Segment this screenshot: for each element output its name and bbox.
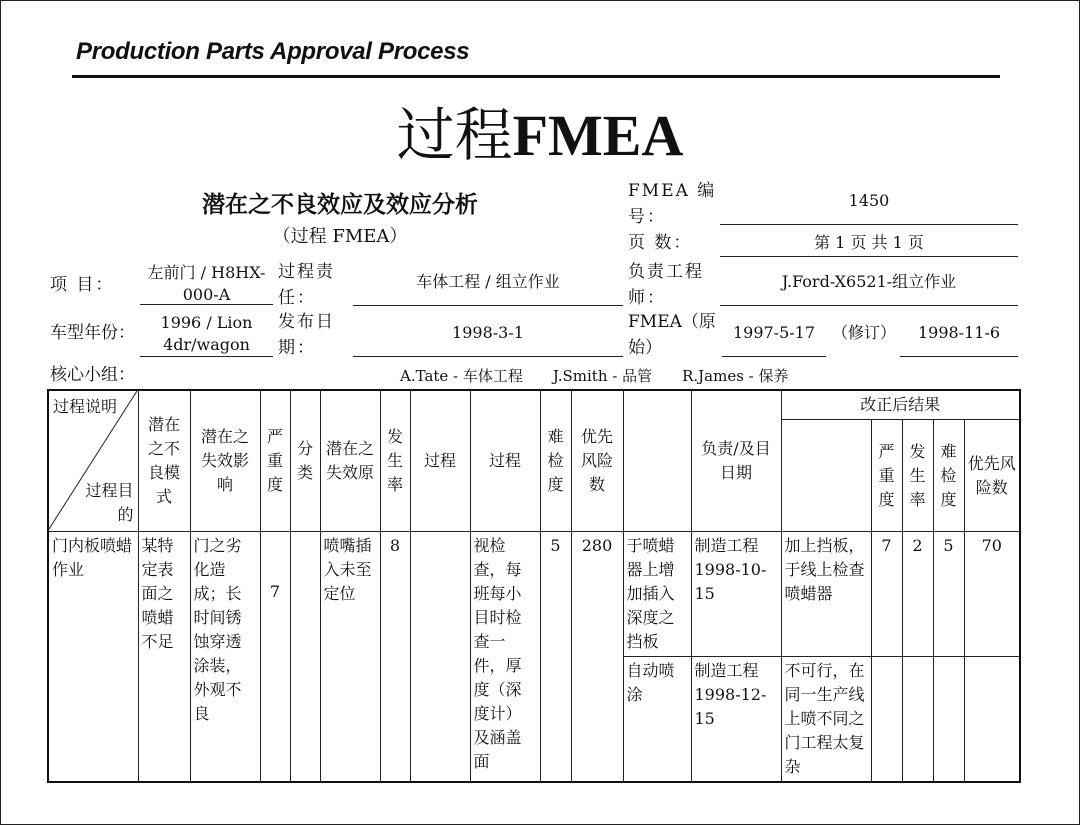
cell-responsibility-1: 制造工程 1998-10-15 bbox=[691, 532, 781, 657]
header-r-severity: 严重度 bbox=[871, 420, 902, 532]
header-process-control-b: 过程 bbox=[470, 390, 540, 532]
cell-classification bbox=[290, 532, 320, 783]
cell-occurrence: 8 bbox=[380, 532, 410, 783]
table-header-row bbox=[48, 390, 1020, 420]
model-year-value: 1996 / Lion 4dr/wagon bbox=[140, 312, 273, 357]
cell-rpn: 280 bbox=[571, 532, 623, 783]
release-date-label: 发布日期： bbox=[278, 312, 335, 358]
engineer-label: 负责工程师： bbox=[628, 262, 704, 308]
document-header-title: Production Parts Approval Process bbox=[76, 38, 470, 65]
cell-r-severity-1: 7 bbox=[871, 532, 902, 657]
engineer-value: J.Ford-X6521-组立作业 bbox=[720, 271, 1018, 306]
header-failure-effect: 潜在之失效影响 bbox=[190, 390, 260, 532]
item-label: 项 目： bbox=[50, 275, 115, 295]
fmea-no-value: 1450 bbox=[720, 190, 1018, 225]
header-process-desc-bottom: 过程目的 bbox=[85, 481, 134, 524]
header-occurrence: 发生率 bbox=[380, 390, 410, 532]
process-resp-value: 车体工程 / 组立作业 bbox=[353, 271, 623, 306]
header-responsibility: 负责/及目日期 bbox=[691, 390, 781, 532]
page-label: 页 数： bbox=[628, 233, 693, 253]
process-resp-label: 过程责任： bbox=[278, 262, 335, 308]
header-rpn: 优先风险数 bbox=[571, 390, 623, 532]
model-year-label: 车型年份： bbox=[50, 323, 135, 343]
header-rule bbox=[72, 75, 1000, 78]
header-failure-cause: 潜在之失效原 bbox=[320, 390, 380, 532]
sub-title: 潜在之不良效应及效应分析 bbox=[202, 191, 478, 218]
cell-detection: 5 bbox=[540, 532, 571, 783]
header-failure-mode: 潜在之不良模式 bbox=[138, 390, 190, 532]
page-title bbox=[0, 88, 1080, 172]
header-recommended-action bbox=[623, 390, 691, 532]
item-value: 左前门 / H8HX-000-A bbox=[140, 262, 273, 305]
header-process-desc bbox=[48, 390, 138, 532]
cell-control: 视检查，每班每小目时检查一件，厚度（深度计）及涵盖面 bbox=[470, 532, 540, 783]
header-r-rpn: 优先风险数 bbox=[964, 420, 1020, 532]
fmea-no-label: FMEA 编号： bbox=[628, 181, 717, 227]
header-process-control-a: 过程 bbox=[410, 390, 470, 532]
header-r-occurrence: 发生率 bbox=[902, 420, 933, 532]
core-team-value: A.Tate - 车体工程 J.Smith - 品管 R.James - 保养 bbox=[400, 367, 789, 385]
cell-control-a bbox=[410, 532, 470, 783]
fmea-orig-label: FMEA（原始） bbox=[628, 312, 716, 358]
cell-failure-cause: 喷嘴插入未至定位 bbox=[320, 532, 380, 783]
header-classification: 分类 bbox=[290, 390, 320, 532]
cell-process: 门内板喷蜡作业 bbox=[48, 532, 138, 783]
cell-failure-mode: 某特定表面之喷蜡不足 bbox=[138, 532, 190, 783]
cell-action-taken-2: 不可行，在同一生产线上喷不同之门工程太复杂 bbox=[781, 657, 871, 783]
cell-recommended-action-2: 自动喷涂 bbox=[623, 657, 691, 783]
header-action-taken bbox=[781, 420, 871, 532]
header-severity: 严重度 bbox=[260, 390, 290, 532]
sub-title-fmea: （过程 FMEA） bbox=[272, 226, 408, 247]
title-en: FMEA bbox=[512, 103, 684, 168]
title-cn: 过程 bbox=[396, 101, 513, 169]
fmea-orig-date: 1997-5-17 bbox=[722, 322, 826, 357]
revised-date: 1998-11-6 bbox=[900, 322, 1018, 357]
cell-r-occurrence-1: 2 bbox=[902, 532, 933, 657]
cell-recommended-action-1: 于喷蜡器上增加插入深度之挡板 bbox=[623, 532, 691, 657]
header-results: 改正后结果 bbox=[781, 390, 1020, 420]
cell-r-detection-2 bbox=[933, 657, 964, 783]
revised-label: （修订） bbox=[832, 323, 897, 342]
fmea-table bbox=[47, 389, 1021, 783]
core-team-label: 核心小组： bbox=[50, 365, 135, 385]
page-value: 第 1 页 共 1 页 bbox=[720, 232, 1018, 257]
release-date-value: 1998-3-1 bbox=[353, 322, 623, 357]
cell-failure-effect: 门之劣化造成；长时间锈蚀穿透涂装，外观不良 bbox=[190, 532, 260, 783]
cell-r-rpn-1: 70 bbox=[964, 532, 1020, 657]
cell-action-taken-1: 加上挡板，于线上检查喷蜡器 bbox=[781, 532, 871, 657]
header-r-detection: 难检度 bbox=[933, 420, 964, 532]
cell-r-detection-1: 5 bbox=[933, 532, 964, 657]
cell-responsibility-2: 制造工程 1998-12-15 bbox=[691, 657, 781, 783]
cell-r-severity-2 bbox=[871, 657, 902, 783]
table-row bbox=[48, 532, 1020, 657]
cell-r-occurrence-2 bbox=[902, 657, 933, 783]
cell-r-rpn-2 bbox=[964, 657, 1020, 783]
cell-severity: 7 bbox=[260, 532, 290, 783]
header-detection: 难检度 bbox=[540, 390, 571, 532]
header-process-desc-top: 过程说明 bbox=[53, 397, 118, 416]
